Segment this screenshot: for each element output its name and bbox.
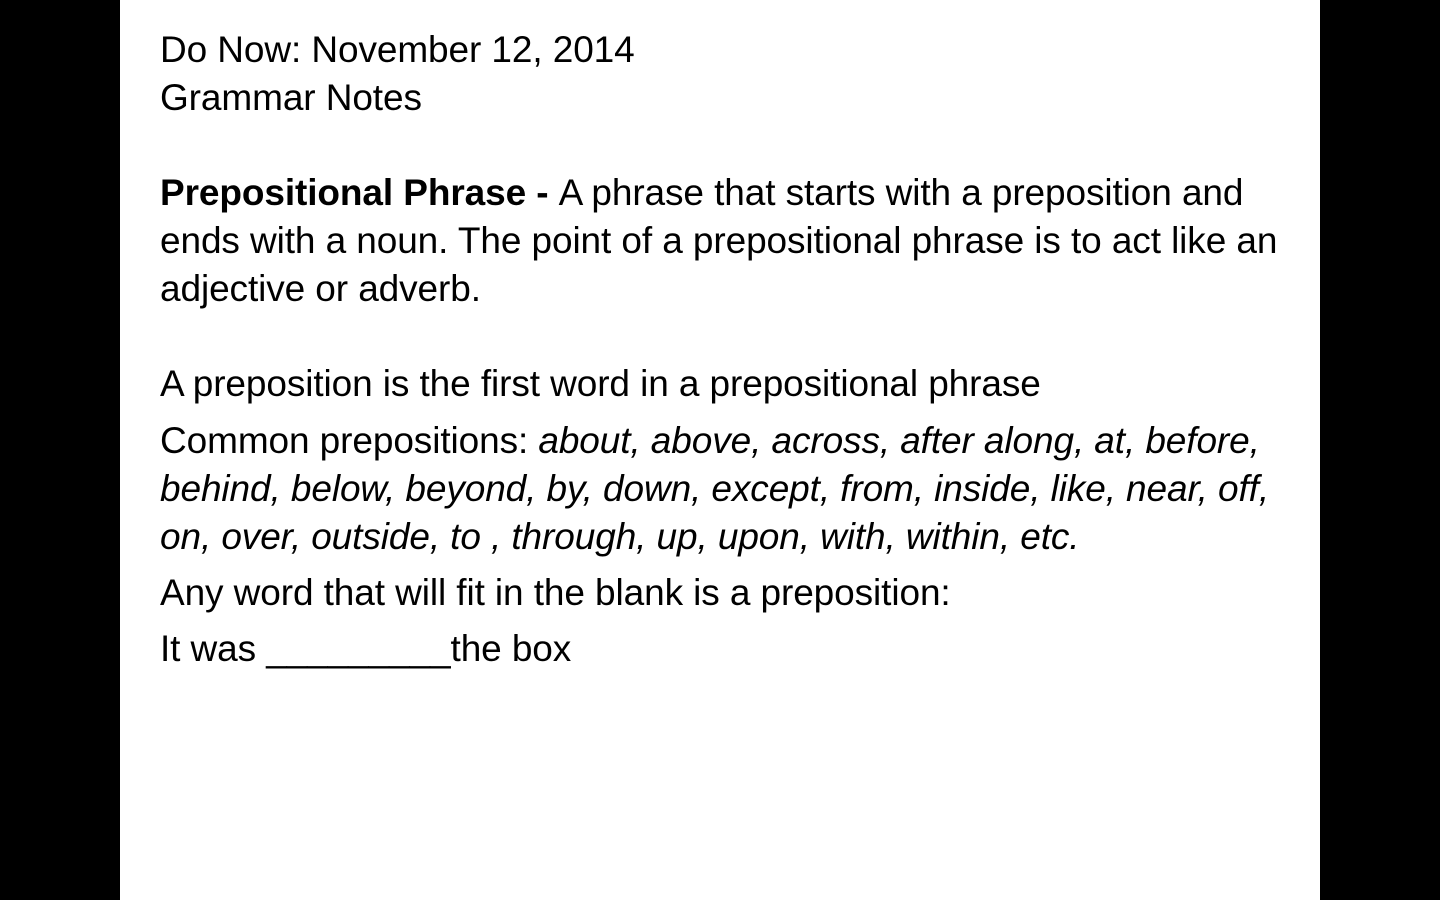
definition-paragraph [160, 169, 1280, 313]
spacer-after-header-2 [160, 159, 1280, 169]
rule-line: A preposition is the first word in a prepositional phrase [160, 363, 1041, 405]
spacer-after-header [160, 122, 1280, 159]
spacer-after-definition-2 [160, 350, 1280, 360]
common-prepositions-list: about, above, across, after along, at, before, behind, below, beyond, by, down, except, from, inside, like, near, off, on, over, outside, to , through, up, upon, with, within, etc. [160, 419, 1270, 557]
blank-prompt-line: Any word that will fit in the blank is a preposition: [160, 571, 951, 613]
spacer-after-definition [160, 313, 1280, 350]
header-line-2: Grammar Notes [160, 77, 422, 119]
definition-text: A phrase that starts with a preposition and ends with a noun. The point of a prepositional phrase is to act like an adjective or adverb. [160, 172, 1278, 310]
gap-before-blank-prompt [160, 561, 1280, 569]
header-line-1: Do Now: November 12, 2014 [160, 29, 635, 70]
slide-body [160, 26, 1280, 673]
blank-example-line: It was _________the box [160, 627, 572, 669]
gap-before-blank-example [160, 617, 1280, 625]
common-prepositions-label: Common prepositions: [160, 419, 539, 461]
common-prepositions-paragraph [160, 417, 1280, 561]
gap-before-common [160, 409, 1280, 417]
definition-term: Prepositional Phrase - [160, 172, 559, 214]
slide-content [120, 0, 1320, 900]
